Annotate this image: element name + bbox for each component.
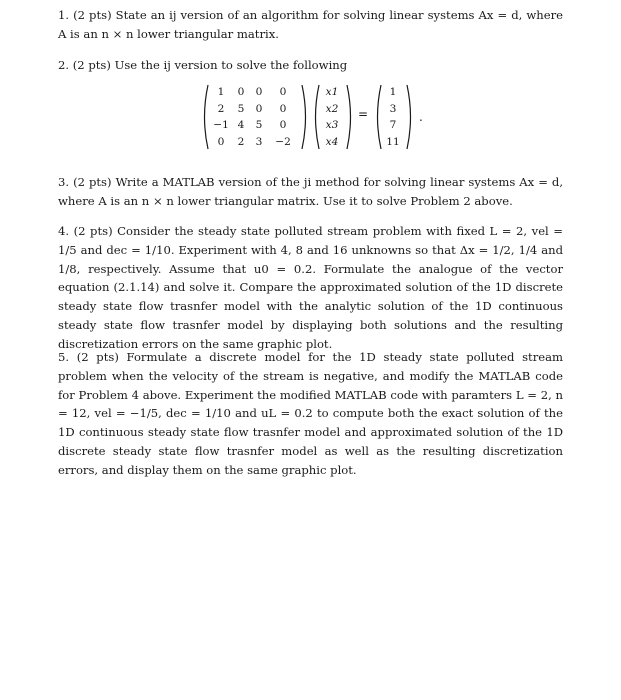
matrix-right-paren: [300, 84, 310, 150]
problem-3: [58, 173, 563, 211]
matrix-cell: 0: [279, 86, 287, 98]
rhs-entry: 1: [389, 86, 397, 98]
matrix-cell: 1: [217, 86, 225, 98]
problem-2-text: Use the ij version to solve the following: [114, 58, 348, 72]
matrix-cell: 0: [279, 102, 287, 115]
problem-1-points: (2 pts): [73, 8, 112, 22]
problem-2: [58, 56, 563, 75]
equation-period: .: [419, 110, 423, 124]
rhs-entry: 7: [389, 119, 397, 131]
matrix-equation: [200, 84, 440, 150]
matrix-cell: 3: [255, 135, 263, 148]
matrix-cell: 0: [255, 102, 263, 115]
equals-sign: =: [358, 107, 369, 121]
matrix-cell: −2: [275, 135, 291, 148]
matrix-cell: 2: [237, 135, 245, 148]
unknown-entry: x1: [325, 86, 339, 98]
problem-4-text: Consider the steady state polluted stream problem with fixed L = 2, vel = 1/5 and dec = 1/10. Experiment with 4, 8 and 16 unknowns so that Δx = 1/2, 1/4 and 1/8, respectively. Assume that u0 = 0.2. Formulate the analogue of the vector equation (2.1.14) and solve it. Compare the approximated solution of the 1D discrete steady state flow trasnfer model with the analytic solution of the 1D continuous steady state flow trasnfer model by displaying both solutions and the resulting discretization errors on the same graphic plot.: [58, 224, 564, 351]
matrix-cell: 0: [255, 86, 263, 98]
rhs-entry: 11: [386, 135, 400, 148]
problem-5: [58, 348, 563, 480]
problem-5-number: 5.: [58, 350, 70, 364]
problem-4: [58, 222, 563, 354]
coefficient-matrix: [210, 84, 298, 150]
problem-4-number: 4.: [58, 224, 70, 238]
problem-4-points: (2 pts): [73, 224, 113, 238]
problem-5-points: (2 pts): [76, 350, 119, 364]
problem-3-number: 3.: [58, 175, 70, 189]
matrix-cell: 0: [237, 86, 245, 98]
problem-2-number: 2.: [58, 58, 70, 72]
unknown-entry: x2: [325, 102, 339, 115]
problem-2-points: (2 pts): [72, 58, 111, 72]
rhs-right-paren: [405, 84, 415, 150]
matrix-left-paren: [200, 84, 210, 150]
rhs-entry: 3: [389, 102, 397, 115]
unknowns-right-paren: [345, 84, 355, 150]
rhs-vector: [382, 84, 404, 150]
unknowns-vector: [320, 84, 344, 150]
problem-1-number: 1.: [58, 8, 70, 22]
unknown-entry: x4: [325, 135, 339, 148]
matrix-cell: 0: [217, 135, 225, 148]
problem-3-text: Write a MATLAB version of the ji method for solving linear systems Ax = d, where A is an n × n lower triangular matrix. Use it to solve Problem 2 above.: [58, 175, 564, 208]
problem-1-text: State an ij version of an algorithm for solving linear systems Ax = d, where A is an n × n lower triangular matrix.: [58, 8, 564, 41]
unknown-entry: x3: [325, 119, 339, 131]
matrix-cell: −1: [213, 119, 229, 131]
matrix-cell: 5: [255, 119, 263, 131]
problem-5-text: Formulate a discrete model for the 1D steady state polluted stream problem when the velocity of the stream is negative, and modify the MATLAB code for Problem 4 above. Experiment the modified MATLAB code with paramters L = 2, n = 12, vel = −1/5, dec = 1/10 and uL = 0.2 to compute both the exact solution of the 1D continuous steady state flow trasnfer model and approximated solution of the 1D discrete steady state flow trasnfer model as well as the resulting discretization errors, and display them on the same graphic plot.: [58, 350, 564, 477]
matrix-cell: 4: [237, 119, 245, 131]
matrix-cell: 5: [237, 102, 245, 115]
problem-1: [58, 6, 563, 44]
problem-3-points: (2 pts): [73, 175, 112, 189]
matrix-cell: 0: [279, 119, 287, 131]
matrix-cell: 2: [217, 102, 225, 115]
